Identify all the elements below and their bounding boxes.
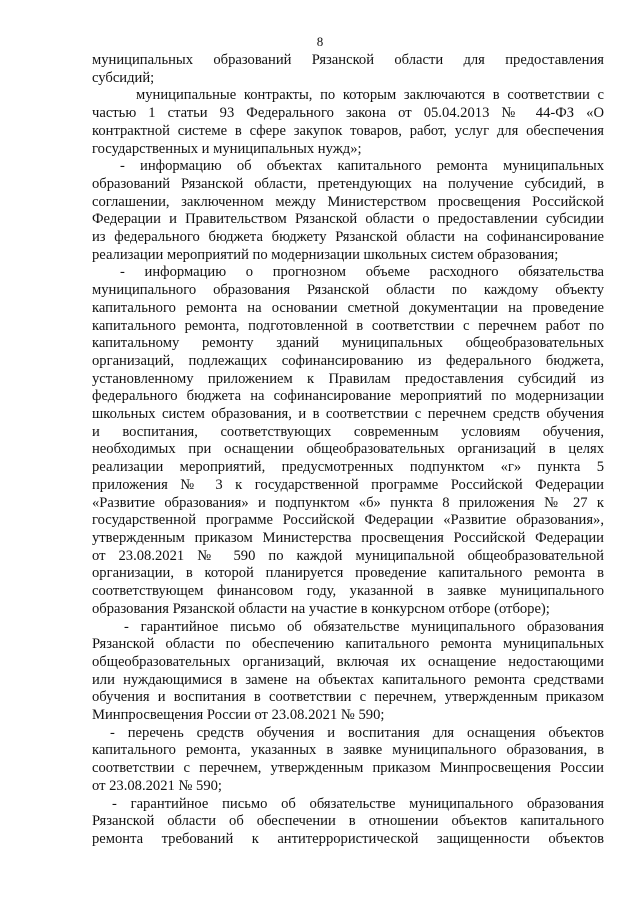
text-line: и воспитания, соответствующих современным условиям обучения,: [92, 423, 604, 440]
paragraph-teaching-aids-list: [92, 725, 604, 796]
text-line: реализации мероприятий, предусмотренных подпунктом «г» пункта 5: [92, 459, 604, 476]
text-line: утвержденным приказом Министерства просвещения Российской Федерации: [92, 529, 604, 546]
text-line: соответствующем финансовом году, указанной в заявке муниципального: [92, 583, 604, 600]
text-line: организаций, подлежащих софинансированию из федерального бюджета,: [92, 352, 604, 369]
text-line: обучения и воспитания в соответствии с перечнем, утвержденным приказом: [92, 689, 604, 706]
text-line: муниципальных образований Рязанской области для предоставления: [92, 52, 604, 68]
text-line: муниципальные контракты, по которым заключаются в соответствии с: [136, 87, 604, 104]
text-line: капитального ремонта, указанных в заявке муниципального образования, в: [92, 742, 604, 759]
document-body: [92, 52, 604, 849]
text-line: капитальному ремонту зданий муниципальных общеобразовательных: [92, 335, 604, 352]
text-line: контрактной системе в сфере закупок товаров, работ, услуг для обеспечения: [92, 122, 604, 139]
text-line: образований Рязанской области, претендующих на получение субсидий, в: [92, 175, 604, 192]
page-number: 8: [316, 34, 324, 49]
text-line: из федерального бюджета бюджету Рязанской области на софинансирование: [92, 229, 604, 246]
paragraph-guarantee-letter-security: [92, 796, 604, 849]
text-line: частью 1 статьи 93 Федерального закона от 05.04.2013 № 44-ФЗ «О: [92, 105, 604, 122]
text-line: государственных и муниципальных нужд»;: [92, 140, 362, 157]
paragraph-municipal-subsidies: [92, 52, 604, 87]
text-line: от 23.08.2021 № 590 по каждой муниципальной общеобразовательной: [92, 547, 604, 564]
text-line: - информацию о прогнозном объеме расходного обязательства: [120, 264, 604, 281]
text-line: Федерации и Правительством Рязанской области о предоставлении субсидии: [92, 211, 604, 228]
text-line: необходимых при оснащении общеобразовательных организаций в целях: [92, 441, 604, 458]
text-line: или нуждающимися в замене на объектах капитального ремонта средствами: [92, 671, 604, 688]
text-line: приложения № 3 к государственной программе Российской Федерации: [92, 476, 604, 493]
text-line: - информацию об объектах капитального ремонта муниципальных: [120, 158, 604, 175]
text-line: субсидий;: [92, 69, 155, 86]
text-line: Минпросвещения России от 23.08.2021 № 590;: [92, 707, 385, 724]
text-line: школьных систем образования, и в соответствии с перечнем средств обучения: [92, 406, 604, 423]
paragraph-guarantee-letter-repair: [92, 619, 604, 725]
text-line: - гарантийное письмо об обязательстве муниципального образования: [112, 795, 604, 812]
paragraph-repair-objects-info: [92, 158, 604, 264]
text-line: общеобразовательных организаций, включая их оснащение недостающими: [92, 653, 604, 670]
text-line: «Развитие образования» и подпунктом «б» пункта 8 приложения № 27 к: [92, 494, 604, 511]
text-line: муниципального образования Рязанской области по каждому объекту: [92, 282, 604, 299]
text-line: от 23.08.2021 № 590;: [92, 777, 222, 794]
text-line: соглашении, заключенном между Министерством просвещения Российской: [92, 193, 604, 210]
text-line: образования Рязанской области на участие в конкурсном отборе (отборе);: [92, 600, 550, 617]
text-line: организации, в которой планируется проведение капитального ремонта в: [92, 565, 604, 582]
text-line: федерального бюджета на софинансирование мероприятий по модернизации: [92, 388, 604, 405]
text-line: - гарантийное письмо об обязательстве муниципального образования: [124, 618, 604, 635]
text-line: установленному приложением к Правилам предоставления субсидий из: [92, 370, 604, 387]
text-line: соответствии с перечнем, утвержденным приказом Минпросвещения России: [92, 760, 604, 777]
text-line: - перечень средств обучения и воспитания для оснащения объектов: [110, 724, 604, 741]
text-line: Рязанской области об обеспечении в отношении объектов капитального: [92, 813, 604, 830]
text-line: государственной программе Российской Федерации «Развитие образования»,: [92, 512, 604, 529]
text-line: капитального ремонта на основании сметной документации на проведение: [92, 299, 604, 316]
text-line: Рязанской области по обеспечению капитального ремонта муниципальных: [92, 636, 604, 653]
paragraph-expenditure-forecast: [92, 264, 604, 618]
text-line: ремонта требований к антитеррористической защищенности объектов: [92, 830, 604, 847]
text-line: капитального ремонта, подготовленной в соответствии с перечнем работ по: [92, 317, 604, 334]
text-line: реализации мероприятий по модернизации школьных систем образования;: [92, 246, 559, 263]
paragraph-municipal-contracts: [92, 87, 604, 158]
